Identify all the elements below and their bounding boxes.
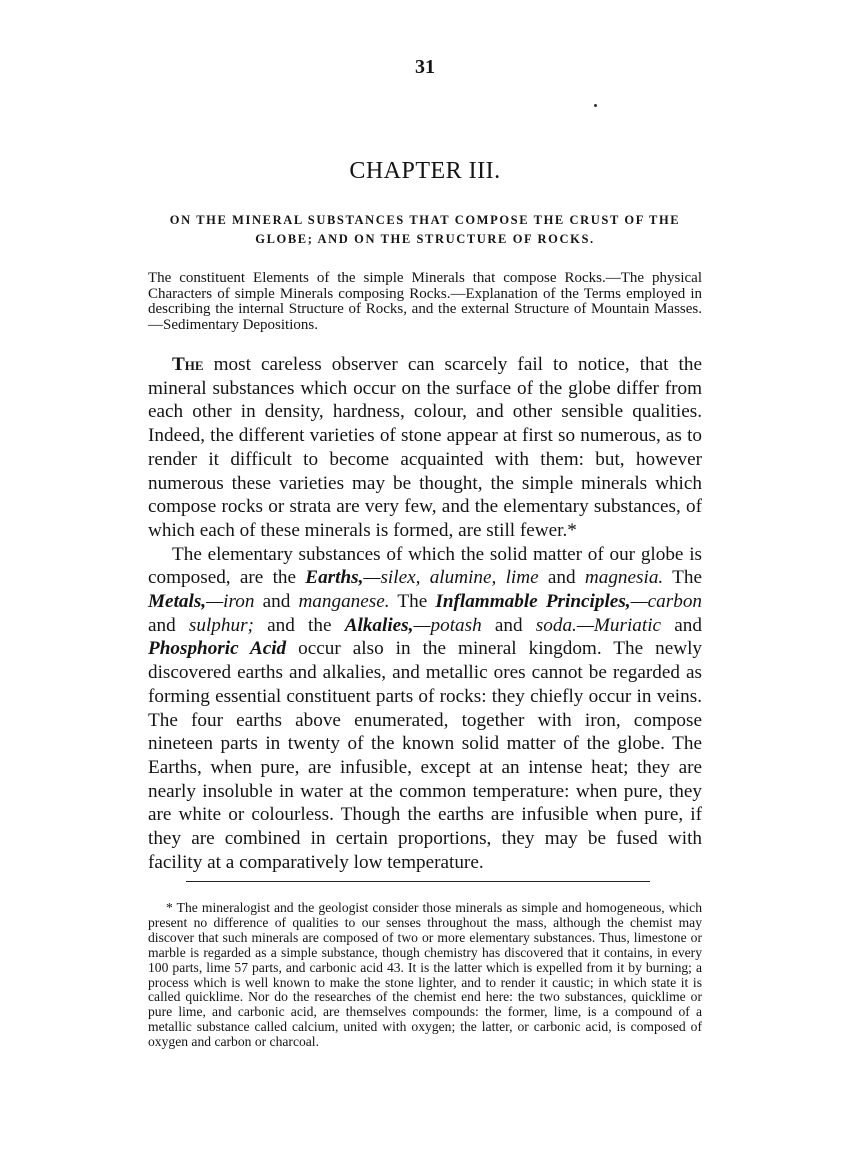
paragraph-1-lead: The <box>172 354 204 375</box>
term-sulphur: sulphur; <box>188 614 254 636</box>
paragraph-2-text: occur also in the mineral kingdom. The newly discovered earths and alkalies, and metallic ores cannot be regarded as forming essential constituent parts of rocks: they chiefly occur in veins. The four earths above enumerated, together with iron, compose nineteen parts in twenty of the known solid matter of the globe. The Earths, when pure, are infusible, except at an intense heat; they are nearly insoluble in water at the common temperature: when pure, they are white or colourless. Though the earths are infusible when pure, if they are combined in certain proportions, they may be fused with facility at a comparatively low temperature. <box>148 638 702 873</box>
paragraph-2-text: The <box>663 567 702 589</box>
term-earths: Earths, <box>305 567 364 589</box>
chapter-heading: ON THE MINERAL SUBSTANCES THAT COMPOSE THE CRUST OF THE GLOBE; AND ON THE STRUCTURE OF ROCKS. <box>169 213 681 246</box>
paragraph-2 <box>148 543 702 875</box>
body-text <box>148 353 702 874</box>
footnote <box>148 901 702 1050</box>
paragraph-2-text: and the <box>253 614 345 636</box>
term-manganese: manganese. <box>298 591 390 613</box>
term-potash: —potash <box>413 614 482 636</box>
paragraph-2-text: and <box>148 614 189 636</box>
term-magnesia: magnesia. <box>584 567 664 589</box>
term-earths-list: —silex, alumine, lime <box>363 567 539 589</box>
paragraph-2-text: and <box>661 614 702 636</box>
term-phosphoric-acid: Phosphoric Acid <box>148 638 287 660</box>
footnote-text: * The mineralogist and the geologist consider those minerals as simple and homogeneous, which present no difference of qualities to our senses throughout the mass, although the chemist may discover that such minerals are composed of two or more elementary substances. Thus, limestone or marble is regarded as a simple substance, though chemistry has discovered that it contains, in every 100 parts, lime 57 parts, and carbonic acid 43. It is the latter which is expelled from it by burning; a process which is well known to make the stone lighter, and to render it caustic; in which state it is called quicklime. Nor do the researches of the chemist end here: the two substances, quicklime or pure lime, and carbonic acid, are themselves compounds: the former, lime, is a compound of a metallic substance called calcium, united with oxygen; the latter, or carbonic acid, is composed of oxygen and carbon or charcoal. <box>148 900 702 1050</box>
term-alkalies: Alkalies, <box>344 614 414 636</box>
chapter-title: CHAPTER III. <box>349 158 501 184</box>
paragraph-2-text: and <box>538 567 585 589</box>
term-iron: —iron <box>206 591 255 613</box>
paragraph-2-text: and <box>481 614 536 636</box>
chapter-summary: The constituent Elements of the simple Minerals that compose Rocks.—The physical Characters of simple Minerals composing Rocks.—Explanation of the Terms employed in describing the internal Structure of Rocks, and the external Structure of Mountain Masses.—Sedimentary Depositions. <box>148 270 702 333</box>
paragraph-1 <box>148 353 702 543</box>
term-soda: soda. <box>535 614 577 636</box>
paragraph-2-text: and <box>254 591 299 613</box>
term-metals: Metals, <box>148 591 207 613</box>
term-muriatic: —Muriatic <box>576 614 662 636</box>
term-inflammable-principles: Inflammable Principles, <box>435 591 631 613</box>
term-carbon: —carbon <box>630 591 703 613</box>
footnote-divider <box>186 881 650 882</box>
paragraph-1-text: most careless observer can scarcely fail to notice, that the mineral substances which occur on the surface of the globe differ from each other in density, hardness, colour, and other sensible qualities. Indeed, the different varieties of stone appear at first so numerous, as to render it difficult to become acquainted with them: but, however numerous these varieties may be thought, the simple minerals which compose rocks or strata are very few, and the elementary substances, of which each of these minerals is formed, are still fewer.* <box>148 354 702 541</box>
paragraph-2-text: The elementary substances of which the solid matter of our globe is composed, are the <box>148 543 702 589</box>
print-speck <box>594 104 597 107</box>
page-number: 31 <box>415 56 435 78</box>
paragraph-2-text: The <box>389 591 436 613</box>
